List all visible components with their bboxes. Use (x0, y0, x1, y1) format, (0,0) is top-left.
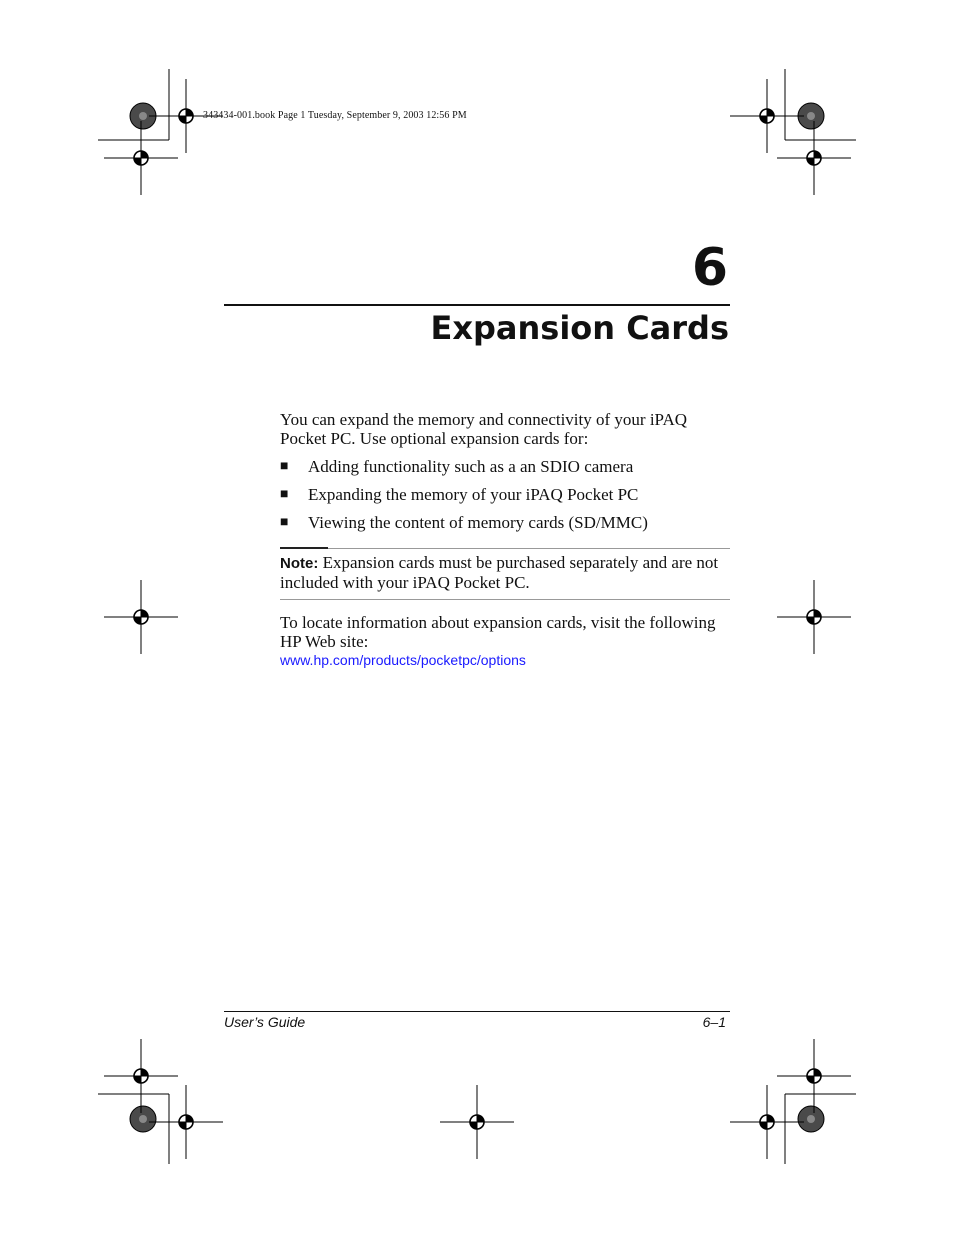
note-label: Note: (280, 555, 319, 572)
list-item-text: Viewing the content of memory cards (SD/MMC) (308, 513, 648, 532)
chapter-body (280, 411, 730, 669)
square-bullet-icon: ■ (280, 515, 289, 530)
print-info-header: 343434-001.book Page 1 Tuesday, September 9, 2003 12:56 PM (203, 110, 467, 121)
note-rule-bottom (280, 599, 730, 600)
web-info-paragraph: To locate information about expansion cards, visit the following HP Web site: (280, 613, 716, 651)
feature-list (280, 457, 730, 541)
note-text: Expansion cards must be purchased separately and are not included with your iPAQ Pocket PC. (280, 553, 719, 592)
note-box (280, 548, 730, 600)
chapter-title: Expansion Cards (430, 309, 729, 347)
list-item-text: Expanding the memory of your iPAQ Pocket PC (308, 485, 639, 504)
intro-paragraph: You can expand the memory and connectivity of your iPAQ Pocket PC. Use optional expansion cards for: (280, 410, 687, 448)
list-item (280, 513, 730, 541)
footer-guide-title: User’s Guide (224, 1014, 306, 1030)
list-item (280, 457, 730, 485)
page-number: 6–1 (702, 1014, 726, 1030)
square-bullet-icon: ■ (280, 487, 289, 502)
list-item (280, 485, 730, 513)
options-web-link[interactable]: www.hp.com/products/pocketpc/options (280, 652, 526, 668)
note-rule-top (280, 548, 730, 549)
footer-rule (224, 1011, 730, 1012)
list-item-text: Adding functionality such as a an SDIO camera (308, 457, 634, 476)
chapter-number: 6 (691, 238, 728, 298)
square-bullet-icon: ■ (280, 459, 289, 474)
